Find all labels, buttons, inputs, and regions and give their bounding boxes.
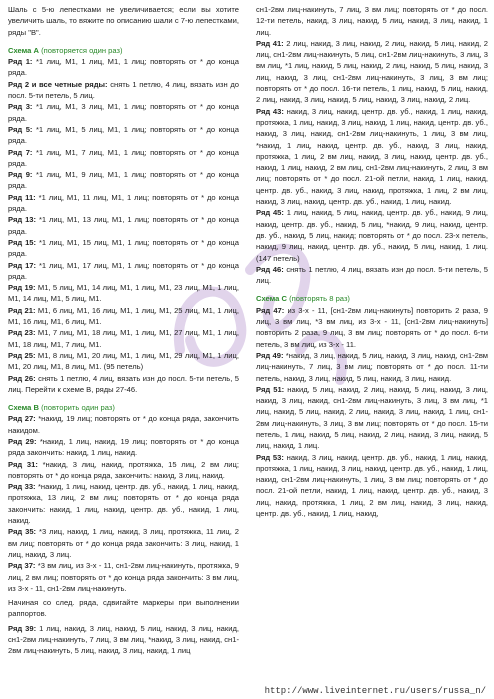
pattern-row-text: *1 лиц, М1, 17 лиц, М1, 1 лиц; повторять от * до конца ряда. xyxy=(8,260,239,281)
scheme-b-title: Схема В xyxy=(8,403,39,413)
pattern-row xyxy=(256,207,488,263)
pattern-row-label: Ряд 29: xyxy=(8,436,37,446)
pattern-row-text: *1 лиц, М1, 9 лиц, М1, 1 лиц; повторять от * до конца ряда. xyxy=(8,170,240,191)
pattern-row-text: *накид, 3 лиц, накид, протяжка, 15 лиц, 2 вм лиц; повторять от * до конца ряда, закончить: накид, 3 лиц, накид. xyxy=(8,459,239,480)
pattern-row-label: Ряд 31: xyxy=(8,459,38,469)
pattern-row xyxy=(8,436,239,459)
pattern-row-label: Ряд 13: xyxy=(8,215,37,225)
pattern-row-label: Ряд 17: xyxy=(8,260,37,270)
pattern-row xyxy=(8,147,239,170)
pattern-row-label: Ряд 53: xyxy=(256,452,284,462)
pattern-row-text: М1, 8 лиц, М1, 20 лиц, М1, 1 лиц, М1, 29 лиц, М1, 1 лиц, М1, 20 лиц, М1, 8 лиц, М1. (95 петель) xyxy=(8,350,239,372)
markers-note: Начиная со след. ряда, сдвигайте маркеры при выполнении раппортов. xyxy=(8,598,239,619)
pattern-row-text: *1 лиц, М1, 3 лиц, М1, 1 лиц; повторять от * до конца ряда. xyxy=(8,102,240,123)
pattern-row xyxy=(256,264,488,287)
pattern-row-label: Ряд 41: xyxy=(256,38,284,48)
pattern-row xyxy=(8,413,239,436)
pattern-row-label: Ряд 37: xyxy=(8,561,36,571)
pattern-row-label: Ряд 27: xyxy=(8,414,36,424)
pattern-row-label: Ряд 15: xyxy=(8,237,37,247)
pattern-row-text: М1, 6 лиц, М1, 16 лиц, М1, 1 лиц, М1, 25 лиц, М1, 1 лиц, М1, 16 лиц, М1, 6 лиц, М1. xyxy=(8,305,239,327)
pattern-row-text: *накид, 19 лиц; повторять от * до конца ряда, закончить накидом. xyxy=(8,414,239,435)
pattern-row xyxy=(8,481,239,526)
pattern-row xyxy=(256,106,488,208)
pattern-row-label: Ряд 11: xyxy=(8,192,36,202)
row-39-continuation: сн1-2вм лиц-накинуть, 7 лиц, 3 вм лиц; повторять от * до посл. 12-ти петель, накид, 3 лиц, накид, 5 лиц, накид, 3 лиц, накид, 1 лиц. xyxy=(256,5,488,37)
pattern-row-text: *1 лиц, М1, 1 лиц, М1, 1 лиц; повторять от * до конца ряда. xyxy=(8,57,240,78)
pattern-row-text: снять 1 петлю, 4 лиц, вязать изн до посл. 5-ти петель, 5 лиц. xyxy=(256,264,488,286)
scheme-b-heading xyxy=(8,402,239,413)
pattern-row-text: *1 лиц, М1, 13 лиц, М1, 1 лиц; повторять от * до конца ряда. xyxy=(8,215,239,236)
pattern-row xyxy=(8,350,239,373)
pattern-row-text: *3 вм лиц, из 3-х - 11, сн1-2вм лиц-накинуть, протяжка, 9 лиц, 2 вм лиц; повторять от * до конца ряда закончить: 3 вм лиц, из 3-х - 11, сн1-2вм лиц-накинуть. xyxy=(8,561,239,593)
pattern-row xyxy=(8,305,239,328)
pattern-row xyxy=(8,79,239,102)
scheme-a-heading xyxy=(8,45,239,56)
pattern-row-label: Ряд 49: xyxy=(256,350,284,360)
pattern-row xyxy=(8,459,239,482)
row-39 xyxy=(8,623,239,657)
pattern-row-label: Ряд 33: xyxy=(8,482,36,492)
pattern-row xyxy=(8,327,239,350)
pattern-row xyxy=(8,101,239,124)
pattern-row-label: Ряд 19: xyxy=(8,283,36,293)
intro-paragraph: Шаль с 5-ю лепестками не увеличивается; если вы хотите увеличить шаль, то вяжите по описанию шали с 7-ю лепестками, ряды "В". xyxy=(8,5,239,37)
pattern-row-text: накид, 5 лиц, накид, 2 лиц, накид, 5 лиц, накид, 3 лиц, накид, 3 лиц, накид, сн1-2вм лиц-накинуть, 3 лиц, 3 вм лиц, *1 лиц, накид, 5 лиц, накид, 2 лиц, накид, 3 лиц, накид, 1 лиц, сн1-2вм лиц-накинуть, 3 лиц, 3 вм лиц; повторять от * до посл. 15-ти петель, 1 лиц, накид, 5 лиц, накид, 2 лиц, накид, 3 лиц, накид, 5 лиц, накид, 1 лиц. xyxy=(256,384,488,451)
row-39-label: Ряд 39: xyxy=(8,623,37,633)
pattern-row-text: *накид, 1 лиц, накид, 19 лиц; повторять от * до конца ряда закончить: накид, 1 лиц, накид. xyxy=(8,436,239,458)
pattern-row xyxy=(8,526,239,560)
scheme-b-note: (повторить один раз) xyxy=(41,403,115,413)
pattern-row xyxy=(256,305,488,350)
pattern-row xyxy=(8,560,239,594)
pattern-row xyxy=(256,38,488,106)
pattern-row xyxy=(8,373,239,396)
pattern-row-label: Ряд 25: xyxy=(8,350,36,360)
source-url-link[interactable]: http://www.liveinternet.ru/users/russa_n/ xyxy=(264,686,486,696)
pattern-row-text: *1 лиц, М1, 7 лиц, М1, 1 лиц; повторять от * до конца ряда. xyxy=(8,147,240,168)
pattern-row-label: Ряд 7: xyxy=(8,147,33,157)
pattern-row xyxy=(8,169,239,192)
scheme-a-title: Схема А xyxy=(8,45,39,55)
pattern-row-label: Ряд 26: xyxy=(8,373,36,383)
pattern-row-text: *3 лиц, накид, 1 лиц, накид, 3 лиц, протяжка, 11 лиц, 2 вм лиц; повторять от * до конца ряда закончить: 3 лиц, накид, 1 лиц, накид, 3 лиц. xyxy=(8,527,239,559)
pattern-row-text: *1 лиц, М1, 5 лиц, М1, 1 лиц; повторять от * до конца ряда. xyxy=(8,124,240,146)
pattern-row-text: *1 лиц, М1, 11 лиц, М1, 1 лиц; повторять от * до конца ряда. xyxy=(8,192,239,214)
scheme-c-note: (повторять 8 раз) xyxy=(289,294,350,304)
scheme-c-title: Схема С xyxy=(256,294,287,304)
pattern-row xyxy=(8,214,239,237)
pattern-row-label: Ряд 47: xyxy=(256,305,285,315)
scheme-c-rows xyxy=(256,305,488,520)
row-39-text: 1 лиц, накид, 3 лиц, накид, 5 лиц, накид, 3 лиц, накид, сн1-2вм лиц-накинуть, 7 лиц, 3 вм лиц, *накид, 3 лиц, накид, сн1-2вм лиц-накинуть, 5 лиц, накид, 3 лиц, накид, 1 лиц xyxy=(8,623,239,656)
pattern-row xyxy=(256,384,488,452)
pattern-row-text: М1, 7 лиц, М1, 18 лиц, М1, 1 лиц, М1, 27 лиц, М1, 1 лиц, М1, 18 лиц, М1, 7 лиц, М1. xyxy=(8,328,239,349)
pattern-row xyxy=(8,192,239,215)
pattern-row-label: Ряд 2 и все четные ряды: xyxy=(8,79,108,89)
pattern-row-text: М1, 5 лиц, М1, 14 лиц, М1, 1 лиц, М1, 23 лиц, М1, 1 лиц, М1, 14 лиц, М1, 5 лиц, М1. xyxy=(8,283,239,304)
pattern-row-label: Ряд 45: xyxy=(256,208,284,218)
scheme-a-rows xyxy=(8,56,239,395)
pattern-row xyxy=(8,124,239,147)
pattern-row-text: *накид, 3 лиц, накид, 5 лиц, накид, 3 лиц, накид, сн1-2вм лиц-накинуть, 7 лиц, 3 вм лиц; повторять от * до посл. 11-ти петель, накид, 3 лиц, накид, 5 лиц, накид, 3 лиц, накид. xyxy=(256,350,488,383)
pattern-row-text: из 3-х - 11, [сн1-2вм лиц-накинуть] повторить 2 раза, 9 лиц, 3 вм лиц, *3 вм лиц, из 3-х - 11, [сн1-2вм лиц-накинуть] повторить 2 раза, 9 лиц, 3 вм лиц; повторять от * до посл. 6-ти петель, 3 вм лиц, из 3-х - 11. xyxy=(256,305,488,349)
pattern-row-text: накид, 3 лиц, накид, центр. дв. уб., накид, 1 лиц, накид, протяжка, 1 лиц, накид, 3 лиц, накид, 1 лиц, накид, центр. дв. уб., накид, 3 лиц, накид, сн1-2вм лиц-накинуть, 1 лиц, 3 вм лиц, *накид, 1 лиц, накид, центр. дв. уб., накид, 3 лиц, накид, протяжка, 1 лиц, 2 вм лиц, накид, 3 лиц, накид, центр. дв. уб., накид, 1 лиц, накид, 2 вм лиц, сн1-2вм лиц-накинуть, 2 лиц, 3 вм лиц; повторять от * до посл. 21-ой петли, накид, 1 лиц, накид, центр. дв. уб., накид, 3 лиц, накид, протяжка, 1 лиц, 2 вм лиц, накид, 3 лиц, накид, центр. дв. уб., накид, 1 лиц, накид. xyxy=(256,106,488,207)
pattern-row-label: Ряд 43: xyxy=(256,106,284,116)
left-column xyxy=(8,4,239,657)
scheme-c-heading xyxy=(256,293,488,304)
right-column xyxy=(256,4,488,519)
pattern-row-text: снять 1 петлю, 4 лиц, вязать изн до посл. 5-ти петель, 5 лиц. Перейти к схеме В, ряды 27-46. xyxy=(8,373,239,394)
pattern-row-label: Ряд 5: xyxy=(8,124,33,134)
scheme-b-rows xyxy=(8,413,239,594)
pattern-row-text: *накид, 1 лиц, накид, центр. дв. уб., накид, 1 лиц, накид, протяжка, 13 лиц, 2 вм лиц; повторять от * до конца ряда закончить: накид, 1 лиц, накид, центр. дв. уб., накид, 1 лиц, накид. xyxy=(8,482,239,526)
pattern-row-label: Ряд 3: xyxy=(8,102,33,112)
scheme-a-note: (повторяется один раз) xyxy=(41,45,123,55)
rows-41-46 xyxy=(256,38,488,287)
pattern-row xyxy=(8,260,239,283)
pattern-row-text: накид, 3 лиц, накид, центр. дв. уб., накид, 1 лиц, накид, протяжка, 1 лиц, накид, 3 лиц, накид, центр. дв. уб., накид, 1 лиц, накид, сн1-2вм лиц-накинуть, 1 лиц, 3 вм лиц; повторять от * до посл. 21-ой петли, накид, 1 лиц, накид, центр. дв. уб., накид, 3 лиц, накид, протяжка, 1 лиц, 2 вм лиц, накид, 3 лиц, накид, центр. дв. уб., накид, 1 лиц, накид, xyxy=(256,452,488,519)
pattern-row-label: Ряд 9: xyxy=(8,170,33,180)
pattern-row xyxy=(8,282,239,305)
pattern-row xyxy=(256,452,488,520)
pattern-row-label: Ряд 51: xyxy=(256,384,285,394)
pattern-row-text: снять 1 петлю, 4 лиц, вязать изн до посл. 5-ти петель, 5 лиц. xyxy=(8,79,239,101)
pattern-row-label: Ряд 23: xyxy=(8,328,36,338)
pattern-row-text: 1 лиц, накид, 5 лиц, накид, центр. дв. уб., накид, 9 лиц, накид, центр. дв. уб., накид, 5 лиц, *накид, 9 лиц, накид, центр. дв. уб., накид, 5 лиц, накид; повторять от * до посл. 23-х петель, накид, 9 лиц, накид, центр. дв. уб., накид, 5 лиц, накид, 1 лиц. (147 петель) xyxy=(256,208,488,263)
pattern-row xyxy=(8,56,239,79)
pattern-row-label: Ряд 46: xyxy=(256,264,284,274)
pattern-row xyxy=(8,237,239,260)
pattern-row-label: Ряд 1: xyxy=(8,57,33,67)
pattern-row-label: Ряд 35: xyxy=(8,527,37,537)
pattern-row-text: 2 лиц, накид, 3 лиц, накид, 2 лиц, накид, 5 лиц, накид, 2 лиц, сн1-2вм лиц-накинуть, 5 лиц, сн1-2вм лиц-накинуть, 3 лиц, 3 вм лиц, *1 лиц, накид, 5 лиц, накид, 2 лиц, накид, 5 лиц, накид, 3 лиц, накид, 3 лиц, сн1-2вм лиц-накинуть, 3 лиц, 3 вм лиц; повторять от * до посл. 16-ти петель, 1 лиц, накид, 5 лиц, накид, 2 лиц, накид, 3 лиц, накид, 5 лиц, накид, 3 лиц, накид, 2 лиц. xyxy=(256,38,488,105)
pattern-row xyxy=(256,350,488,384)
pattern-row-label: Ряд 21: xyxy=(8,305,36,315)
pattern-row-text: *1 лиц, М1, 15 лиц, М1, 1 лиц; повторять от * до конца ряда. xyxy=(8,237,239,259)
